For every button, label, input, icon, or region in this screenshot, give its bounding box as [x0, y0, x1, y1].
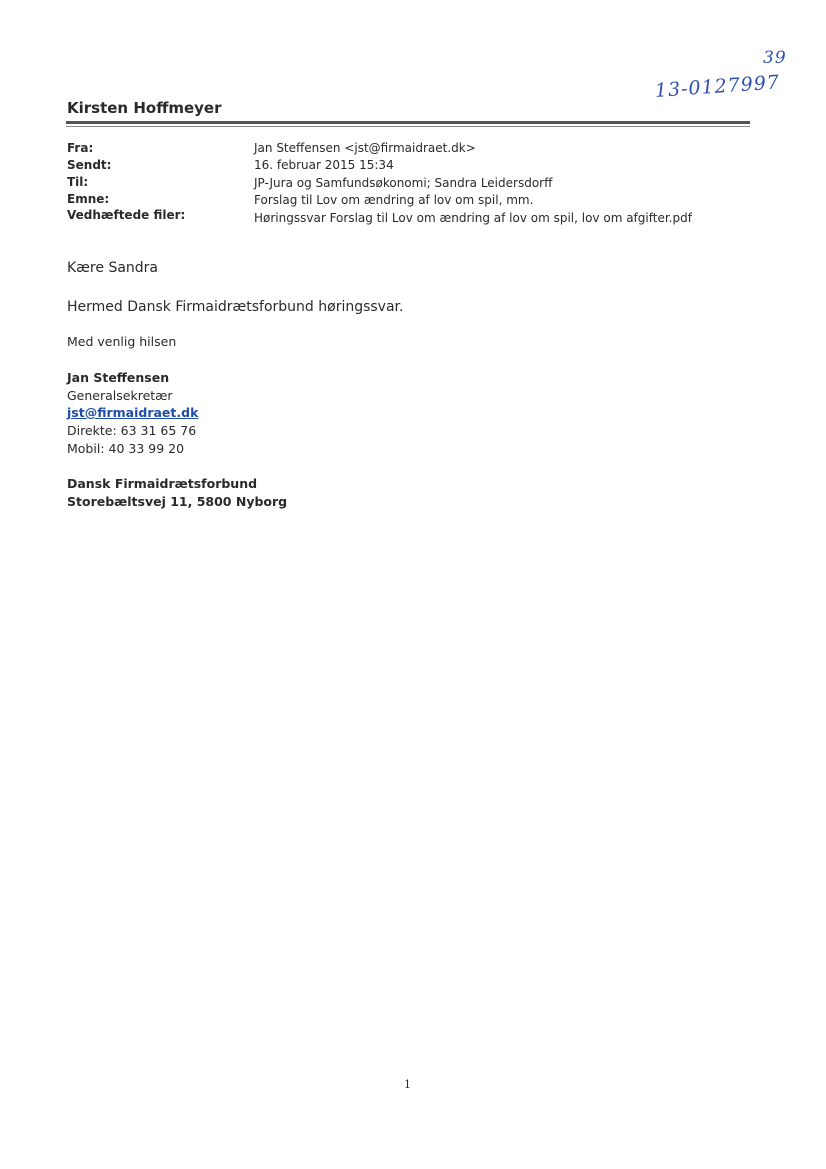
header-divider: [66, 121, 750, 124]
header-value-sent: 16. februar 2015 15:34: [254, 158, 394, 172]
signature-organization: Dansk Firmaidrætsforbund: [67, 476, 258, 491]
handwritten-page-number: 39: [763, 48, 787, 68]
page-number: 1: [404, 1078, 411, 1091]
signature-email-link[interactable]: jst@firmaidraet.dk: [67, 405, 199, 420]
email-greeting: Kære Sandra: [67, 260, 158, 276]
signature-title: Generalsekretær: [67, 388, 173, 403]
header-label-attachments: Vedhæftede filer:: [67, 208, 186, 222]
header-value-subject: Forslag til Lov om ændring af lov om spil, mm.: [254, 193, 534, 207]
handwritten-case-number: 13-0127997: [654, 71, 781, 102]
signature-address: Storebæltsvej 11, 5800 Nyborg: [67, 494, 288, 509]
header-value-attachments: Høringssvar Forslag til Lov om ændring af lov om spil, lov om afgifter.pdf: [254, 211, 692, 225]
header-label-subject: Emne:: [67, 192, 110, 206]
signature-direct-phone: Direkte: 63 31 65 76: [67, 423, 197, 438]
signature-mobile-phone: Mobil: 40 33 99 20: [67, 441, 185, 456]
header-value-to: JP-Jura og Samfundsøkonomi; Sandra Leidersdorff: [254, 176, 553, 190]
signature-name: Jan Steffensen: [67, 370, 170, 385]
header-label-to: Til:: [67, 175, 89, 189]
header-value-from: Jan Steffensen <jst@firmaidraet.dk>: [254, 141, 476, 155]
email-closing: Med venlig hilsen: [67, 334, 177, 349]
mailbox-owner-name: Kirsten Hoffmeyer: [67, 99, 222, 117]
header-label-sent: Sendt:: [67, 158, 112, 172]
email-intro: Hermed Dansk Firmaidrætsforbund høringssvar.: [67, 299, 404, 315]
header-divider-thin: [66, 126, 750, 127]
header-label-from: Fra:: [67, 141, 94, 155]
